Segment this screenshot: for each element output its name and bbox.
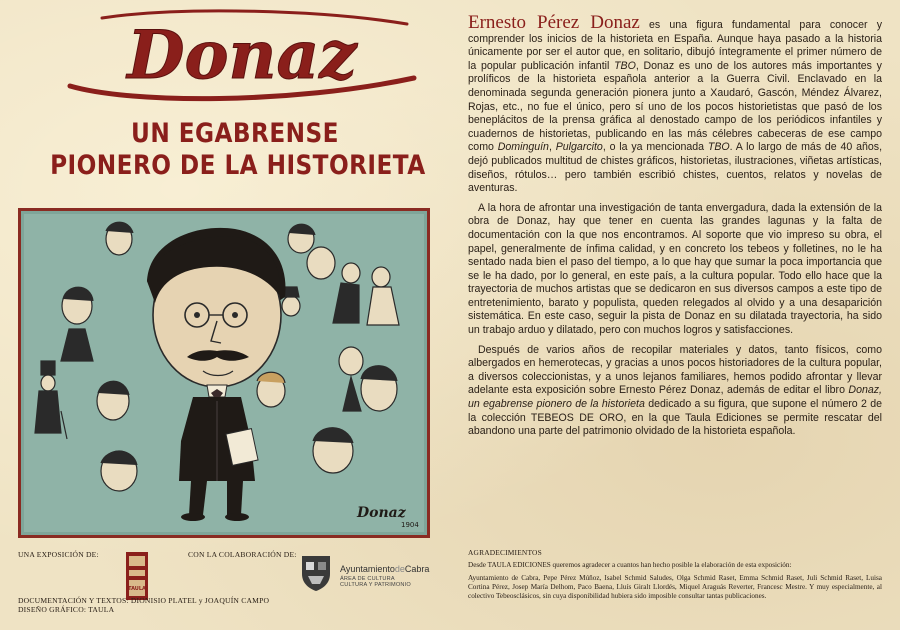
artwork-year: 1904 bbox=[401, 521, 419, 529]
article-body bbox=[468, 14, 882, 445]
p1-text-e: . A lo largo de más de 40 años, dejó publicados multitud de chistes gráficos, historietas, ilustraciones, viñetas artísticas, diseños, rótulos… pero también escribió chistes, cuentos, relatos y novelas de aventuras. bbox=[468, 141, 883, 195]
ayto-sub-line-1: ÁREA DE CULTURA bbox=[340, 576, 395, 582]
article-paragraph-1 bbox=[468, 14, 882, 196]
caricature-artwork bbox=[18, 208, 430, 538]
taula-logo-text: TAULA bbox=[128, 586, 146, 592]
subtitle-line-1: UN EGABRENSE bbox=[131, 118, 339, 149]
artist-signature: Donaz bbox=[357, 505, 406, 521]
p1-tbo-2: TBO bbox=[707, 141, 730, 154]
poster-subtitle bbox=[50, 118, 426, 182]
ack-body: Ayuntamiento de Cabra, Pepe Pérez Múñoz, Isabel Schmid Saludes, Olga Schmid Raset, Emma Schmid Raset, Juli Schmid Raset, Luisa Cortina Pérez, Josep María Delhom, Paco Baena, Lluís Giralt Llordés, Miquel Araguás Reverter, Francesc Mestre. Y muy especialmente, al colectivo Tebeosclásicos, sin cuya disponibilidad hubiera sido imposible consultar tantas publicaciones. bbox=[468, 574, 882, 600]
article-paragraph-2: A la hora de afrontar una investigación de tanta envergadura, dada la extensión de la obra de Donaz, hay que tener en cuenta las grandes lagunas y la falta de documentación con la que nos encontramos. Al soporte que vio impreso su obra, el papel, generalmente de ínfima calidad, y en concreto los tebeos y folletines, no le ha sentado nada bien el paso del tiempo, a lo que hay que sumar la poca importancia que se le ha dado, por lo general, en este país, a la cultura popular. Todo ello hace que la trayectoria de muchos artistas que se dedicaron en sus diversos campos a este tipo de entretenimiento, barato y populista, queden relegados al olvido y a una desaparición sistemática. En este caso, seguir la pista de Donaz en su dilatada trayectoria, ha sido un trabajo arduo y dilatado, pero con muchos logros y satisfacciones. bbox=[468, 201, 882, 337]
ack-title: AGRADECIMIENTOS bbox=[468, 548, 542, 557]
collaboration-label: CON LA COLABORACIÓN DE: bbox=[188, 550, 297, 559]
ack-intro: Desde TAULA EDICIONES queremos agradecer a cuantos han hecho posible la elaboración de esta exposición: bbox=[468, 561, 792, 569]
p1-dominguin: Dominguín bbox=[497, 141, 549, 154]
design-credit: DISEÑO GRÁFICO: TAULA bbox=[18, 605, 115, 614]
taula-logo-graphic bbox=[126, 552, 148, 600]
cabra-coat-of-arms-icon bbox=[296, 552, 336, 592]
documentation-credit: DOCUMENTACIÓN Y TEXTOS: DIONISIO PLATEL y JOAQUÍN CAMPO bbox=[18, 596, 270, 605]
ayto-sub-line-2: CULTURA Y PATRIMONIO bbox=[340, 582, 411, 589]
caricature-illustration bbox=[21, 211, 427, 535]
cabra-emblem-graphic bbox=[296, 552, 336, 592]
p1-text-d: , o la ya mencionada bbox=[602, 141, 708, 154]
donaz-logo bbox=[62, 8, 422, 108]
lead-name: Ernesto Pérez Donaz bbox=[468, 12, 640, 33]
donaz-logo-graphic bbox=[62, 8, 422, 108]
p3-book-title: Donaz, un egabrense pionero de la historieta bbox=[468, 384, 882, 411]
ayto-name-part-2: de bbox=[394, 564, 405, 574]
p1-tbo: TBO bbox=[614, 59, 636, 72]
p1-text-b: , Donaz es uno de los autores más importantes y prolíficos de la historieta española anterior a la Guerra Civil. Enclavado en la denominada segunda generación pionera junto a Xaudaró, Gascón, Méndez Álvarez, Rojas, etc., no fue el único, pero sí uno de los pocos historietistas que pasó de los beneplácitos de la prensa gráfica al denostado campo de los periódicos infantiles y cuadernos de historietas, publicando en las más célebres cabeceras de ese campo como bbox=[468, 59, 882, 154]
logo-text: Donaz bbox=[127, 16, 357, 94]
ayto-name-part-3: Cabra bbox=[404, 564, 430, 574]
p1-text-c: , bbox=[548, 141, 556, 154]
p1-text-a: es una figura fundamental para conocer y comprender los inicios de la historieta en España. Aunque haya pasado a la historia únicamente por ser el autor que, en solitario, dibujó íntegramente el primer número de la popular publicación infantil bbox=[468, 19, 882, 72]
ayuntamiento-department bbox=[340, 576, 411, 589]
p3-text-a: Después de varios años de recopilar materiales y datos, tanto físicos, como albergados en hemerotecas, y gracias a unos pocos historiadores de la cultura popular, a diversos coleccionistas, y a unos lejanos familiares, hemos podido afrontar y llevar adelante esta exposición sobre Ernesto Pérez Donaz, además de editar el libro bbox=[468, 343, 882, 397]
ayuntamiento-name bbox=[340, 564, 429, 574]
p3-text-b: dedicado a su figura, que supone el número 2 de la colección TEBEOS DE ORO, en la que Taula Ediciones se permite rescatar del abandono una parte del patrimonio olvidado de la historieta española. bbox=[468, 398, 882, 438]
ayto-name-part-1: Ayuntamiento bbox=[340, 564, 395, 574]
taula-logo bbox=[126, 552, 148, 600]
article-paragraph-3 bbox=[468, 344, 882, 439]
exhibition-label: UNA EXPOSICIÓN DE: bbox=[18, 550, 99, 559]
acknowledgements bbox=[468, 548, 882, 601]
p1-pulgarcito: Pulgarcito bbox=[555, 141, 603, 154]
subtitle-line-2: PIONERO DE LA HISTORIETA bbox=[50, 150, 426, 181]
